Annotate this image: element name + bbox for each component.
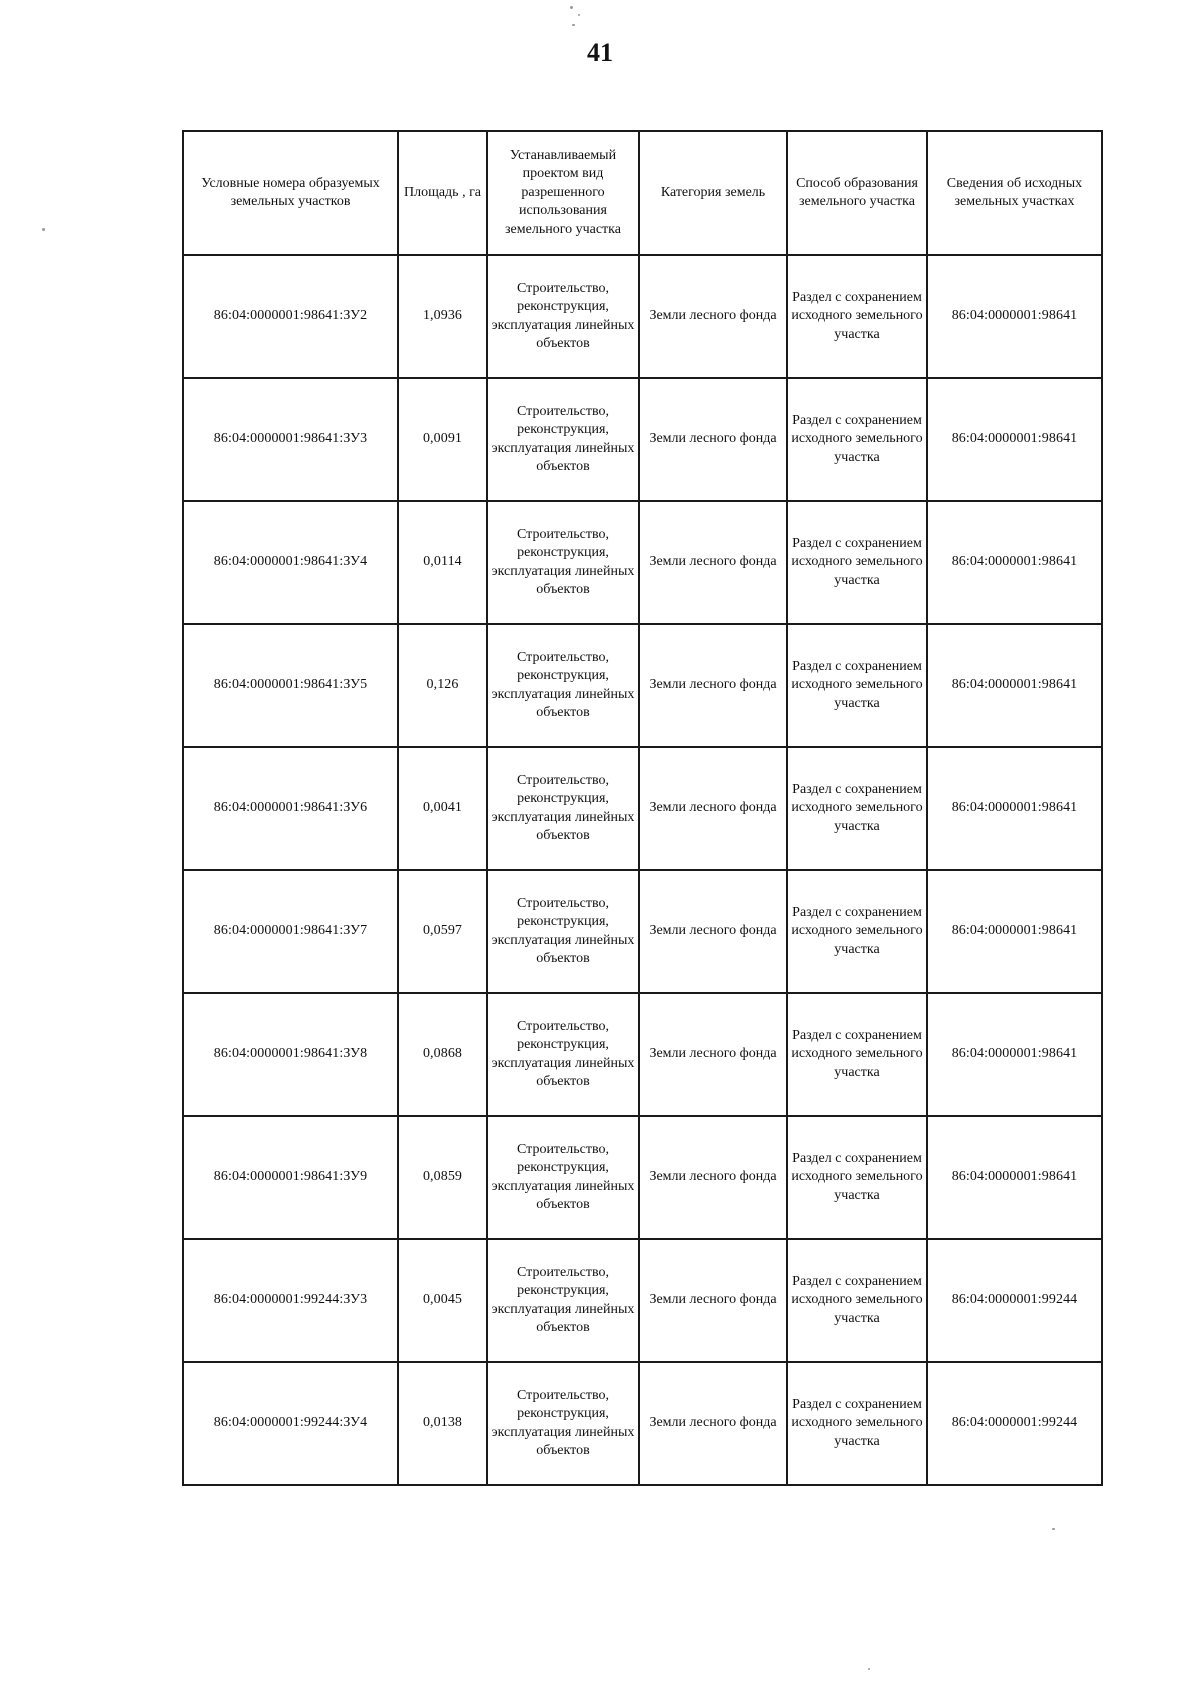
source-parcel-cell: 86:04:0000001:98641 xyxy=(927,747,1102,870)
formation-method-cell: Раздел с сохранением исходного земельного участка xyxy=(787,378,927,501)
land-parcels-table xyxy=(182,130,1103,1486)
permitted-use-cell: Строительство, реконструкция, эксплуатация линейных объектов xyxy=(487,870,639,993)
scan-speck xyxy=(868,1668,870,1670)
parcel-number-cell: 86:04:0000001:98641:ЗУ5 xyxy=(183,624,398,747)
area-cell: 0,0041 xyxy=(398,747,487,870)
formation-method-cell: Раздел с сохранением исходного земельного участка xyxy=(787,747,927,870)
table-row xyxy=(183,1116,1102,1239)
land-category-cell: Земли лесного фонда xyxy=(639,1116,787,1239)
formation-method-cell: Раздел с сохранением исходного земельного участка xyxy=(787,624,927,747)
table-row xyxy=(183,870,1102,993)
formation-method-cell: Раздел с сохранением исходного земельного участка xyxy=(787,1362,927,1485)
formation-method-cell: Раздел с сохранением исходного земельного участка xyxy=(787,1116,927,1239)
land-category-cell: Земли лесного фонда xyxy=(639,378,787,501)
area-cell: 0,0138 xyxy=(398,1362,487,1485)
table-row xyxy=(183,255,1102,378)
source-parcel-cell: 86:04:0000001:99244 xyxy=(927,1362,1102,1485)
table-row xyxy=(183,378,1102,501)
parcel-number-cell: 86:04:0000001:98641:ЗУ8 xyxy=(183,993,398,1116)
table-header-row xyxy=(183,131,1102,255)
column-header-parcel-number: Условные номера образуемых земельных участков xyxy=(183,131,398,255)
permitted-use-cell: Строительство, реконструкция, эксплуатация линейных объектов xyxy=(487,1116,639,1239)
parcel-number-cell: 86:04:0000001:99244:ЗУ4 xyxy=(183,1362,398,1485)
source-parcel-cell: 86:04:0000001:98641 xyxy=(927,255,1102,378)
land-category-cell: Земли лесного фонда xyxy=(639,993,787,1116)
land-category-cell: Земли лесного фонда xyxy=(639,255,787,378)
table-row xyxy=(183,1239,1102,1362)
column-header-permitted-use: Устанавливаемый проектом вид разрешенного использования земельного участка xyxy=(487,131,639,255)
parcel-number-cell: 86:04:0000001:98641:ЗУ6 xyxy=(183,747,398,870)
scan-speck xyxy=(42,228,45,231)
column-header-formation-method: Способ образования земельного участка xyxy=(787,131,927,255)
parcel-number-cell: 86:04:0000001:98641:ЗУ4 xyxy=(183,501,398,624)
formation-method-cell: Раздел с сохранением исходного земельного участка xyxy=(787,501,927,624)
table-row xyxy=(183,1362,1102,1485)
formation-method-cell: Раздел с сохранением исходного земельного участка xyxy=(787,993,927,1116)
column-header-source-parcels: Сведения об исходных земельных участках xyxy=(927,131,1102,255)
scan-speck xyxy=(572,24,575,26)
source-parcel-cell: 86:04:0000001:98641 xyxy=(927,870,1102,993)
land-category-cell: Земли лесного фонда xyxy=(639,1362,787,1485)
permitted-use-cell: Строительство, реконструкция, эксплуатация линейных объектов xyxy=(487,747,639,870)
area-cell: 0,0091 xyxy=(398,378,487,501)
table-body xyxy=(183,255,1102,1485)
table-row xyxy=(183,993,1102,1116)
area-cell: 0,0114 xyxy=(398,501,487,624)
source-parcel-cell: 86:04:0000001:98641 xyxy=(927,624,1102,747)
source-parcel-cell: 86:04:0000001:98641 xyxy=(927,501,1102,624)
land-category-cell: Земли лесного фонда xyxy=(639,870,787,993)
parcel-number-cell: 86:04:0000001:98641:ЗУ3 xyxy=(183,378,398,501)
table-row xyxy=(183,747,1102,870)
parcel-number-cell: 86:04:0000001:98641:ЗУ9 xyxy=(183,1116,398,1239)
area-cell: 0,0045 xyxy=(398,1239,487,1362)
parcel-number-cell: 86:04:0000001:99244:ЗУ3 xyxy=(183,1239,398,1362)
formation-method-cell: Раздел с сохранением исходного земельного участка xyxy=(787,870,927,993)
area-cell: 0,126 xyxy=(398,624,487,747)
land-category-cell: Земли лесного фонда xyxy=(639,501,787,624)
area-cell: 0,0859 xyxy=(398,1116,487,1239)
scan-speck xyxy=(578,14,580,16)
parcel-number-cell: 86:04:0000001:98641:ЗУ7 xyxy=(183,870,398,993)
parcel-number-cell: 86:04:0000001:98641:ЗУ2 xyxy=(183,255,398,378)
page-number: 41 xyxy=(587,38,613,67)
permitted-use-cell: Строительство, реконструкция, эксплуатация линейных объектов xyxy=(487,378,639,501)
area-cell: 0,0868 xyxy=(398,993,487,1116)
scan-speck xyxy=(570,6,573,9)
permitted-use-cell: Строительство, реконструкция, эксплуатация линейных объектов xyxy=(487,255,639,378)
formation-method-cell: Раздел с сохранением исходного земельного участка xyxy=(787,255,927,378)
table-row xyxy=(183,501,1102,624)
permitted-use-cell: Строительство, реконструкция, эксплуатация линейных объектов xyxy=(487,501,639,624)
column-header-area: Площадь , га xyxy=(398,131,487,255)
scan-speck xyxy=(1052,1528,1055,1530)
land-category-cell: Земли лесного фонда xyxy=(639,747,787,870)
source-parcel-cell: 86:04:0000001:98641 xyxy=(927,378,1102,501)
permitted-use-cell: Строительство, реконструкция, эксплуатация линейных объектов xyxy=(487,1239,639,1362)
land-category-cell: Земли лесного фонда xyxy=(639,624,787,747)
column-header-land-category: Категория земель xyxy=(639,131,787,255)
permitted-use-cell: Строительство, реконструкция, эксплуатация линейных объектов xyxy=(487,1362,639,1485)
area-cell: 1,0936 xyxy=(398,255,487,378)
source-parcel-cell: 86:04:0000001:98641 xyxy=(927,993,1102,1116)
table-row xyxy=(183,624,1102,747)
permitted-use-cell: Строительство, реконструкция, эксплуатация линейных объектов xyxy=(487,624,639,747)
area-cell: 0,0597 xyxy=(398,870,487,993)
source-parcel-cell: 86:04:0000001:99244 xyxy=(927,1239,1102,1362)
permitted-use-cell: Строительство, реконструкция, эксплуатация линейных объектов xyxy=(487,993,639,1116)
formation-method-cell: Раздел с сохранением исходного земельного участка xyxy=(787,1239,927,1362)
land-category-cell: Земли лесного фонда xyxy=(639,1239,787,1362)
source-parcel-cell: 86:04:0000001:98641 xyxy=(927,1116,1102,1239)
